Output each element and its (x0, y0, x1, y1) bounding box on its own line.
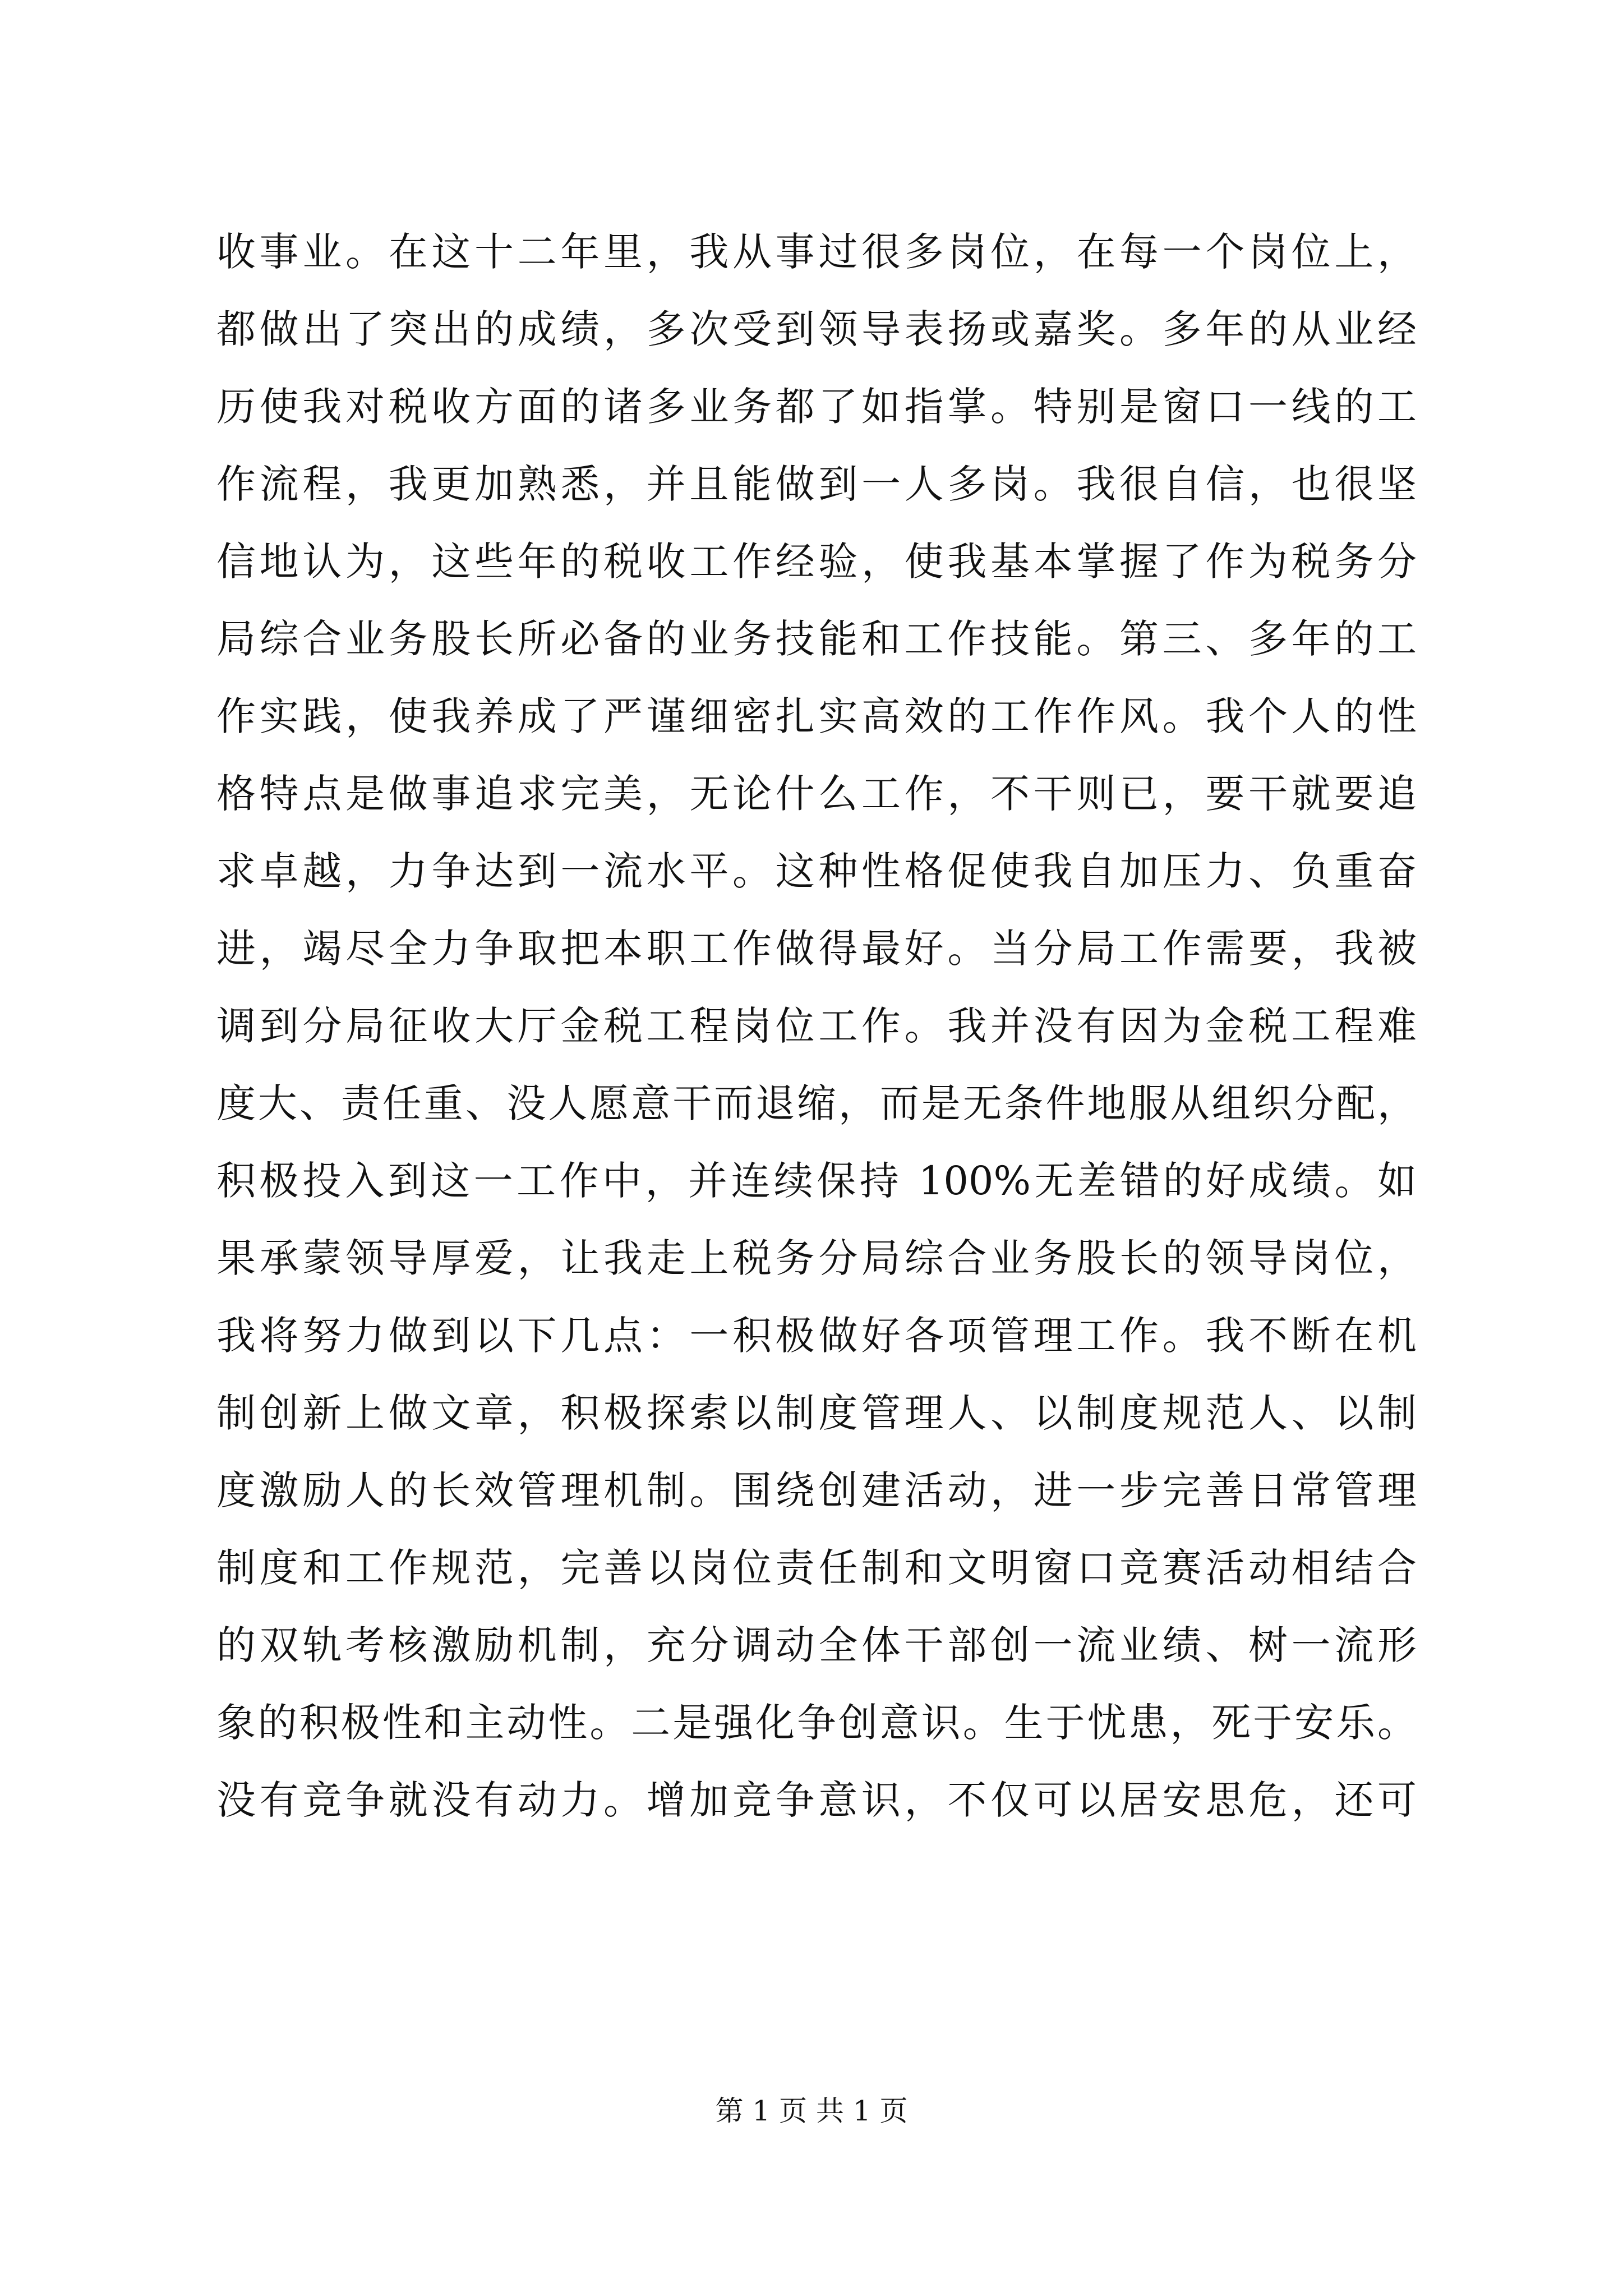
text-line-13: 积极投入到这一工作中，并连续保持 100%无差错的好成绩。如 (216, 1158, 1417, 1204)
text-line-20: 象的积极性和主动性。二是强化争创意识。生于忧患，死于安乐。 (216, 1700, 1417, 1746)
body-text (216, 213, 1417, 1839)
page-footer (0, 2091, 1623, 2131)
text-line-17: 度激励人的长效管理机制。围绕创建活动，进一步完善日常管理 (216, 1467, 1417, 1513)
text-line-10: 进，竭尽全力争取把本职工作做得最好。当分局工作需要，我被 (216, 926, 1417, 972)
text-line-3: 历使我对税收方面的诸多业务都了如指掌。特别是窗口一线的工 (216, 384, 1417, 430)
text-line-11: 调到分局征收大厅金税工程岗位工作。我并没有因为金税工程难 (216, 1003, 1417, 1049)
text-line-21: 没有竞争就没有动力。增加竞争意识，不仅可以居安思危，还可 (216, 1777, 1417, 1823)
text-line-6: 局综合业务股长所必备的业务技能和工作技能。第三、多年的工 (216, 616, 1417, 662)
text-line-12: 度大、责任重、没人愿意干而退缩，而是无条件地服从组织分配， (216, 1080, 1417, 1126)
page-number-label: 第 1 页 共 1 页 (715, 2095, 908, 2127)
text-line-16: 制创新上做文章，积极探索以制度管理人、以制度规范人、以制 (216, 1390, 1417, 1436)
text-line-5: 信地认为，这些年的税收工作经验，使我基本掌握了作为税务分 (216, 539, 1417, 585)
text-line-15: 我将努力做到以下几点：一积极做好各项管理工作。我不断在机 (216, 1313, 1417, 1359)
text-line-4: 作流程，我更加熟悉，并且能做到一人多岗。我很自信，也很坚 (216, 461, 1417, 507)
text-line-8: 格特点是做事追求完美，无论什么工作，不干则已，要干就要追 (216, 771, 1417, 817)
text-line-18: 制度和工作规范，完善以岗位责任制和文明窗口竞赛活动相结合 (216, 1545, 1417, 1591)
text-line-14: 果承蒙领导厚爱，让我走上税务分局综合业务股长的领导岗位， (216, 1235, 1417, 1281)
text-line-1: 收事业。在这十二年里，我从事过很多岗位，在每一个岗位上， (216, 229, 1417, 275)
text-line-7: 作实践，使我养成了严谨细密扎实高效的工作作风。我个人的性 (216, 693, 1417, 739)
text-line-9: 求卓越，力争达到一流水平。这种性格促使我自加压力、负重奋 (216, 848, 1417, 894)
text-line-19: 的双轨考核激励机制，充分调动全体干部创一流业绩、树一流形 (216, 1622, 1417, 1668)
text-line-2: 都做出了突出的成绩，多次受到领导表扬或嘉奖。多年的从业经 (216, 306, 1417, 352)
